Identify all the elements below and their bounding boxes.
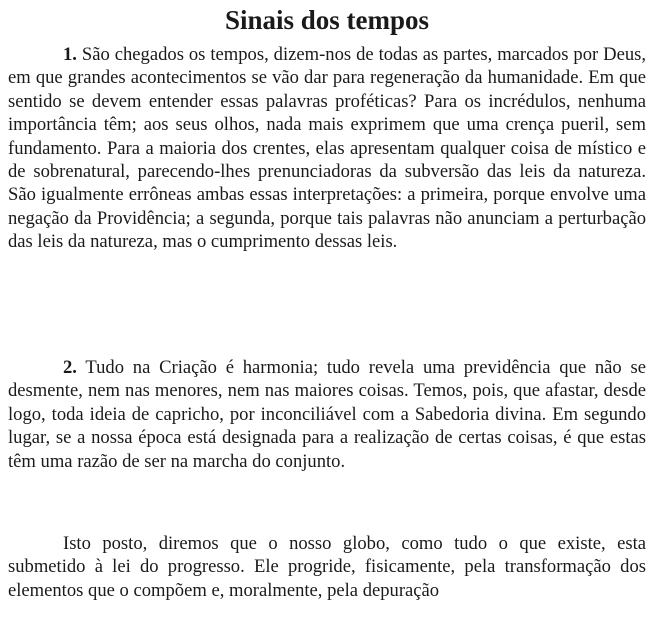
paragraph-number: 1.: [63, 44, 77, 65]
paragraph-3: [8, 532, 646, 602]
chapter-title: Sinais dos tempos: [224, 5, 430, 35]
paragraph-text: Isto posto, diremos que o nosso globo, como tudo o que existe, esta submetido à lei do progresso. Ele progride, fisicamente, pela transformação dos elementos que o compõem e, moralmente, pela depuração: [8, 533, 646, 601]
paragraph-1: [8, 43, 646, 254]
paragraph-text: Tudo na Criação é harmonia; tudo revela uma previdência que não se desmente, nem nas menores, nem nas maiores coisas. Temos, pois, que afastar, desde logo, toda ideia de capricho, por inconciliável com a Sabedoria divina. Em segundo lugar, se a nossa época está designada para a realização de certas coisas, é que estas têm uma razão de ser na marcha do conjunto.: [8, 357, 646, 472]
paragraph-number: 2.: [63, 357, 77, 378]
paragraph-2: [8, 356, 646, 473]
paragraph-text: São chegados os tempos, dizem-nos de todas as partes, marcados por Deus, em que grandes acontecimentos se vão dar para regeneração da humanidade. Em que sentido se devem entender essas palavras proféticas? Para os incrédulos, nenhuma importância têm; aos seus olhos, nada mais exprimem que uma crença pueril, sem fundamento. Para a maioria dos crentes, elas apresentam qualquer coisa de místico e de sobrenatural, parecendo-lhes prenunciadoras da subversão das leis da natureza. São igualmente errôneas ambas essas interpretações: a primeira, porque envolve uma negação da Providência; a segunda, porque tais palavras não anunciam a perturbação das leis da natureza, mas o cumprimento dessas leis.: [8, 44, 646, 253]
